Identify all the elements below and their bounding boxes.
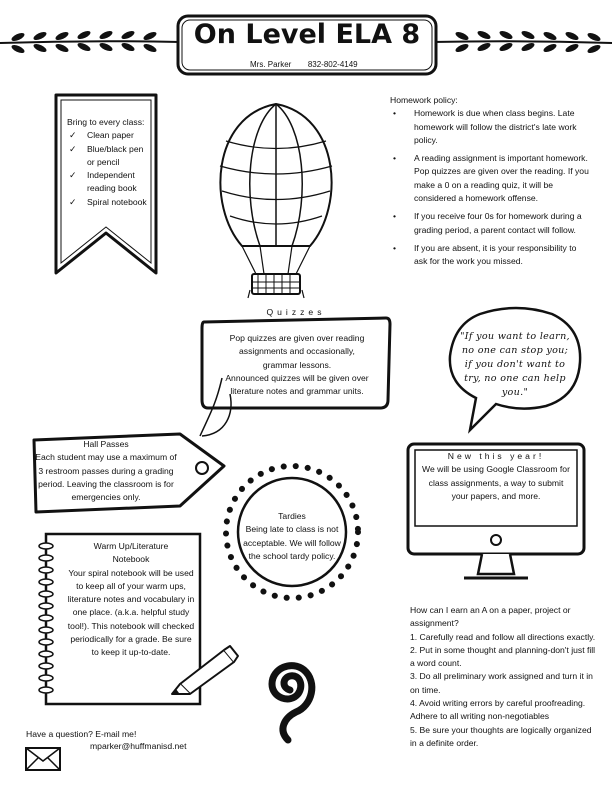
homework-heading: Homework policy:: [390, 95, 458, 105]
warmup-heading: Warm Up/Literature Notebook: [93, 541, 169, 565]
tardies-heading: Tardies: [278, 511, 306, 521]
grade-a-heading: How can I earn an A on a paper, project or assignment?: [410, 605, 571, 629]
bring-item: ✓ Independent reading book: [67, 169, 153, 196]
homework-item: • Homework is due when class begins. Late homework will follow the district's late work policy.: [390, 107, 590, 147]
quizzes-line-2: Announced quizzes will be given over literature notes and grammar units.: [225, 372, 369, 397]
bring-item: ✓ Clean paper: [67, 129, 153, 142]
quizzes-line-1: Pop quizzes are given over reading assignments and occasionally, grammar lessons.: [229, 333, 365, 370]
new-this-year-section: [420, 450, 572, 503]
grade-a-step: 4. Avoid writing errors by careful proofreading. Adhere to all writing non-negotiables: [410, 698, 586, 722]
grade-a-step: 3. Do all preliminary work assigned and turn it in on time.: [410, 671, 593, 695]
bring-item: ✓ Spiral notebook: [67, 196, 153, 209]
email-link[interactable]: mparker@huffmanisd.net: [90, 741, 187, 751]
page-title: On Level ELA 8: [193, 19, 421, 50]
teacher-info: [250, 58, 358, 71]
hall-passes-heading: Hall Passes: [83, 439, 129, 449]
quizzes-text: [222, 332, 372, 398]
quizzes-heading: Quizzes: [266, 307, 326, 317]
envelope-icon: [24, 746, 62, 772]
warmup-section: [66, 540, 196, 660]
grade-a-step: 2. Put in some thought and planning-don't just fill a word count.: [410, 644, 596, 669]
homework-item: • A reading assignment is important homework. Pop quizzes are given over the reading. If you make a 0 on a reading quiz, it will be considered a homework offense.: [390, 152, 590, 205]
hall-passes-text: Each student may use a maximum of 3 restroom passes during a grading period. Leaving the classroom is for emergencies only.: [35, 452, 177, 503]
teacher-phone: 832-802-4149: [307, 60, 358, 69]
contact-question: Have a question? E-mail me!: [26, 729, 137, 739]
hall-passes-section: [34, 438, 178, 504]
grade-a-step: 5. Be sure your thoughts are logically organized in a definite order.: [410, 724, 592, 748]
right-vine-decoration: [432, 28, 612, 58]
teacher-name: Mrs. Parker: [250, 60, 292, 69]
quote-text: "If you want to learn, no one can stop you; if you don't want to try, no one can help you.": [460, 331, 570, 398]
new-this-year-heading: New this year!: [447, 451, 545, 461]
pencil-icon: [168, 644, 240, 696]
homework-item: • If you receive four 0s for homework during a grading period, a parent contact will follow.: [390, 210, 590, 237]
bring-section: [67, 116, 153, 209]
tardies-section: [243, 510, 341, 563]
hot-air-balloon-icon: [212, 96, 340, 308]
bring-item: ✓ Blue/black pen or pencil: [67, 143, 153, 170]
tardies-text: Being late to class is not acceptable. We will follow the school tardy policy.: [243, 524, 341, 561]
homework-section: [390, 94, 590, 274]
grade-a-section: [410, 604, 600, 750]
bring-heading: Bring to every class:: [67, 117, 145, 127]
homework-item: • If you are absent, it is your responsibility to ask for the work you missed.: [390, 242, 590, 269]
new-this-year-text: We will be using Google Classroom for class assignments, a way to submit your papers, and more.: [422, 464, 570, 501]
grade-a-step: 1. Carefully read and follow all directions exactly.: [410, 631, 596, 642]
left-vine-decoration: [0, 28, 180, 58]
swirl-icon: [252, 640, 324, 744]
warmup-text: Your spiral notebook will be used to keep all of your warm ups, literature notes and vocabulary in one place. (a.k.a. helpful study tool!). This notebook will checked periodically for a grade. Be sure to keep it up-to-date.: [67, 567, 195, 658]
